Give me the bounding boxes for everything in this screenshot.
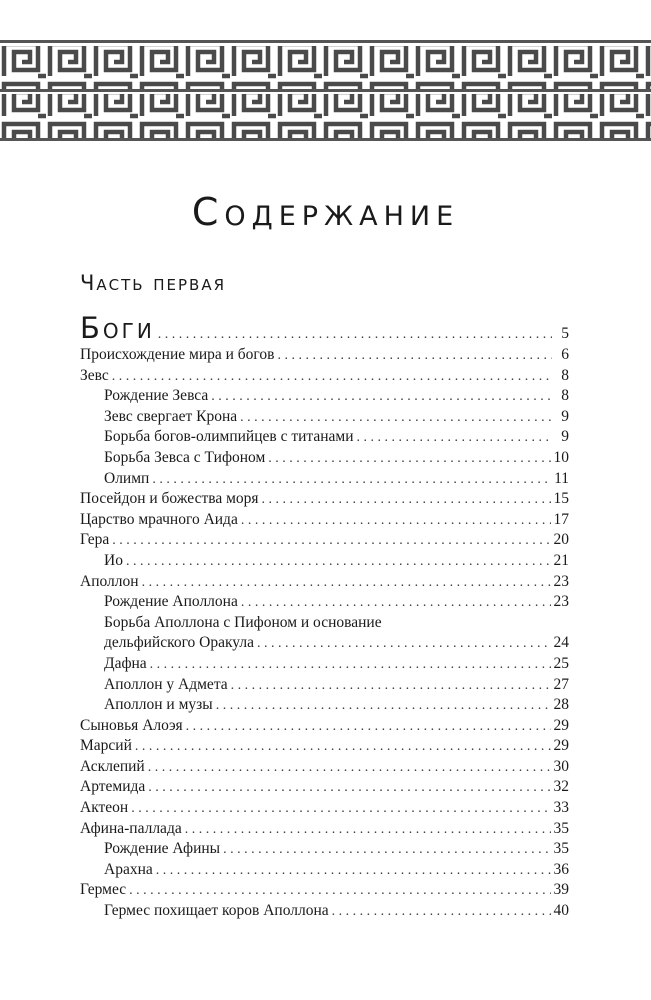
toc-entry-title: Олимп [104,469,150,487]
toc-page-number: 25 [553,654,569,672]
toc-page-number: 40 [553,902,569,920]
toc-entry[interactable] [80,839,569,860]
toc-page-number: 23 [553,593,569,611]
toc-entry-title: Арахна [104,860,153,878]
toc-page-number: 8 [561,387,569,405]
dot-leader [216,696,551,717]
dot-leader [241,511,551,532]
toc-entry[interactable] [80,901,569,922]
toc-entry[interactable] [80,675,569,696]
dot-leader [126,552,551,573]
toc-entry[interactable] [80,777,569,798]
dot-leader [277,346,552,367]
toc-entry[interactable] [80,407,569,428]
toc-entry[interactable] [80,386,569,407]
toc-entry-title: Происхождение мира и богов [80,346,275,363]
toc-page-number: 21 [553,551,569,569]
toc-entry-title: Аполлон и музы [104,696,213,714]
toc-page-number: 6 [561,346,569,363]
toc-entry[interactable] [80,469,569,490]
dot-leader [152,470,551,491]
dot-leader [268,449,550,470]
toc-entry-title: Борьба Аполлона с Пифоном и основание [104,613,382,631]
toc-entry[interactable] [80,551,569,572]
dot-leader [257,634,551,655]
toc-page-number: 23 [553,572,569,590]
toc-page-number: 29 [553,737,569,755]
toc-entry-title: Марсий [80,737,132,755]
toc-page-number: 9 [561,428,569,446]
toc-page-number: 27 [553,675,569,693]
toc-page-number: 35 [553,840,569,858]
dot-leader [211,387,552,408]
toc-entry-title: Гермес похищает коров Аполлона [104,902,329,920]
toc-entry[interactable] [80,489,569,510]
dot-leader [135,737,551,758]
page-title: Содержание [191,190,460,234]
toc-entry-title: Борьба Зевса с Тифоном [104,448,266,466]
toc-part-title[interactable] [80,312,569,345]
dot-leader [262,490,551,511]
dot-leader [142,573,551,594]
toc-part-title-text: Боги [80,311,155,345]
toc-entry[interactable] [80,798,569,819]
dot-leader [241,593,551,614]
toc-entry[interactable] [80,613,569,634]
toc-entry-title: Артемида [80,778,146,796]
dot-leader [357,428,552,449]
table-of-contents [80,312,569,922]
toc-entry[interactable] [80,716,569,737]
toc-entry-title: Рождение Аполлона [104,593,238,611]
dot-leader [129,881,550,902]
toc-entry[interactable] [80,819,569,840]
dot-leader [223,840,550,861]
toc-entry[interactable] [80,366,569,387]
toc-page-number: 11 [554,469,569,487]
toc-entry[interactable] [80,695,569,716]
toc-entry-title: Рождение Афины [104,840,221,858]
toc-page-number: 17 [553,510,569,528]
toc-entry-title: Царство мрачного Аида [80,510,238,528]
toc-entry-title: Рождение Зевса [104,387,209,405]
part-label: Часть первая [80,271,227,295]
toc-entry-title: дельфийского Оракула [104,634,254,652]
toc-page-number: 29 [553,716,569,734]
toc-entry[interactable] [80,427,569,448]
toc-page-number: 9 [561,407,569,425]
toc-entry-title: Зевс свергает Крона [104,407,238,425]
toc-entry-title: Посейдон и божества моря [80,490,259,508]
toc-page-number: 10 [553,448,569,466]
toc-entry-title: Борьба богов-олимпийцев с титанами [104,428,354,446]
toc-page-number: 5 [561,325,569,342]
toc-entry[interactable] [80,757,569,778]
toc-page-number: 32 [553,778,569,796]
dot-leader [156,861,551,882]
dot-leader [148,778,550,799]
toc-entry-title: Гера [80,531,110,549]
toc-entry[interactable] [80,860,569,881]
toc-entry-title: Зевс [80,366,109,384]
toc-page-number: 24 [553,634,569,652]
dot-leader [150,655,551,676]
dot-leader [112,531,550,552]
toc-entry[interactable] [80,572,569,593]
toc-page-number: 28 [553,696,569,714]
toc-page-number: 30 [553,757,569,775]
toc-page-number: 36 [553,860,569,878]
toc-page-number: 39 [553,881,569,899]
toc-entry[interactable] [80,654,569,675]
dot-leader [240,408,552,429]
toc-entry[interactable] [80,510,569,531]
dot-leader [185,820,551,841]
dot-leader [332,902,551,923]
toc-entry-title: Асклепий [80,757,145,775]
toc-entry[interactable] [80,880,569,901]
toc-page-number: 35 [553,819,569,837]
greek-key-border [0,40,651,142]
toc-entry-title: Гермес [80,881,127,899]
toc-entry[interactable] [80,345,569,366]
toc-entry-title: Афина-паллада [80,819,182,837]
dot-leader [112,367,552,388]
toc-entry-title: Ио [104,551,123,569]
toc-page-number: 20 [553,531,569,549]
toc-entry-title: Сыновья Алоэя [80,716,183,734]
dot-leader [148,758,551,779]
toc-entry[interactable] [80,530,569,551]
toc-entry-title: Аполлон у Адмета [104,675,228,693]
toc-entry[interactable] [80,633,569,654]
dot-leader [131,799,550,820]
toc-entry-title: Дафна [104,654,147,672]
toc-entry-title: Актеон [80,799,129,817]
toc-page-number: 8 [561,366,569,384]
toc-entry[interactable] [80,448,569,469]
dot-leader [186,717,551,738]
toc-entry[interactable] [80,736,569,757]
toc-page-number: 15 [553,490,569,508]
toc-entry[interactable] [80,592,569,613]
toc-entry-title: Аполлон [80,572,139,590]
dot-leader [231,676,551,697]
toc-page-number: 33 [553,799,569,817]
